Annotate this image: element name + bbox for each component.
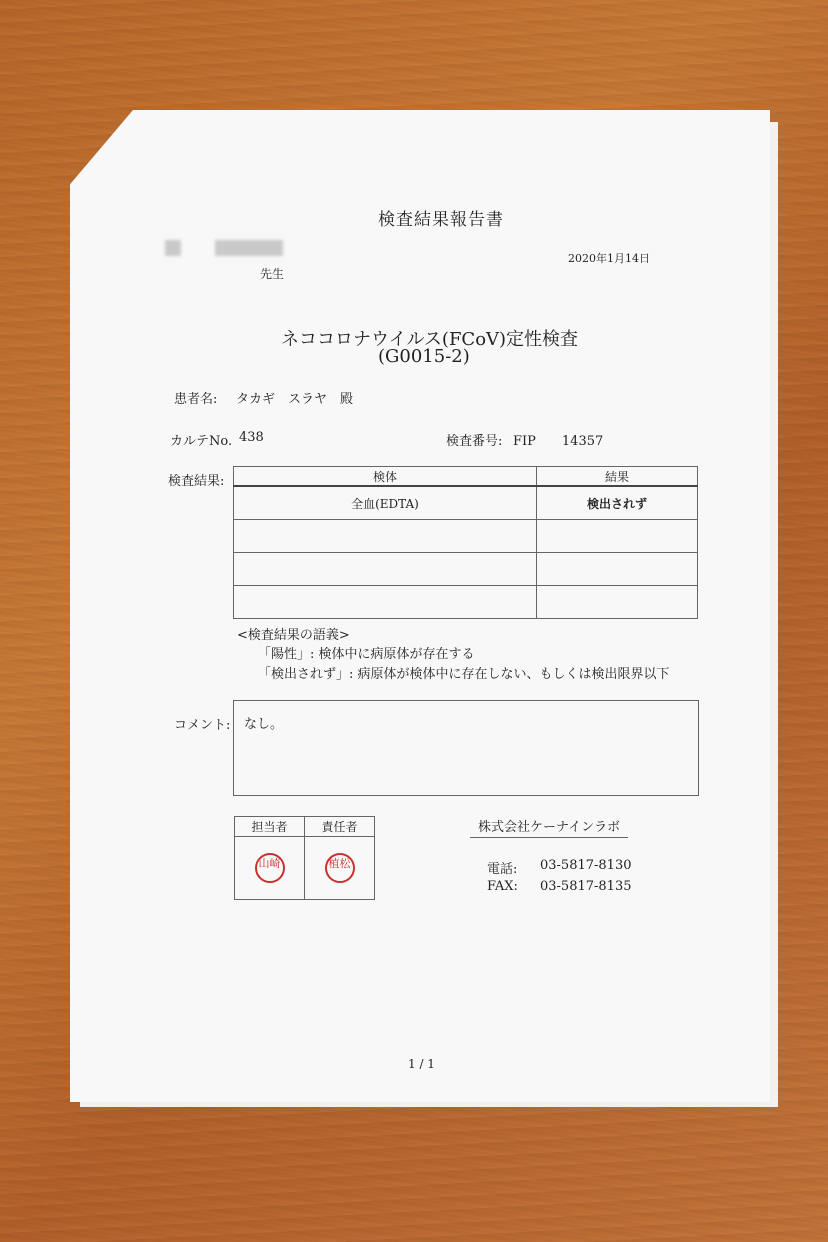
hanko-stamp: 植松 bbox=[325, 853, 355, 883]
supervisor-header: 責任者 bbox=[305, 817, 375, 837]
tel-label: 電話: bbox=[487, 862, 518, 877]
fax-label: FAX: bbox=[487, 879, 518, 894]
stamp-cell bbox=[305, 837, 375, 900]
comment-box bbox=[233, 700, 699, 796]
redacted-name-block bbox=[165, 240, 181, 256]
stamp-cell bbox=[235, 837, 305, 900]
company-name: 株式会社ケーナインラボ bbox=[470, 816, 628, 838]
specimen-cell bbox=[234, 553, 537, 586]
glossary-title: <検査結果の語義> bbox=[237, 628, 350, 643]
doctor-suffix: 先生 bbox=[260, 267, 285, 281]
table-row bbox=[234, 586, 698, 619]
patient-label: 患者名: bbox=[174, 392, 218, 407]
test-name: ネココロナウイルス(FCoV)定性検査 bbox=[281, 329, 579, 350]
comment-text: なし。 bbox=[244, 717, 284, 732]
report-title: 検査結果報告書 bbox=[378, 210, 504, 230]
column-header-specimen: 検体 bbox=[234, 467, 537, 487]
results-table bbox=[233, 466, 698, 619]
signature-header-row bbox=[235, 817, 375, 837]
exam-label: 検査番号: bbox=[446, 434, 503, 449]
comment-label: コメント: bbox=[174, 718, 231, 733]
test-code: (G0015-2) bbox=[378, 346, 470, 367]
result-cell: 検出されず bbox=[537, 486, 698, 520]
table-row bbox=[234, 520, 698, 553]
result-cell bbox=[537, 553, 698, 586]
patient-name: タカギ スラヤ 殿 bbox=[236, 392, 354, 407]
specimen-cell: 全血(EDTA) bbox=[234, 486, 537, 520]
table-row bbox=[234, 486, 698, 520]
signature-stamp-row bbox=[235, 837, 375, 900]
result-cell bbox=[537, 586, 698, 619]
specimen-cell bbox=[234, 520, 537, 553]
signature-table bbox=[234, 816, 375, 900]
glossary-line: 「陽性」: 検体中に病原体が存在する bbox=[258, 647, 475, 662]
results-label: 検査結果: bbox=[168, 474, 225, 489]
redacted-name-block bbox=[215, 240, 283, 256]
results-header-row bbox=[234, 467, 698, 487]
result-cell bbox=[537, 520, 698, 553]
fax-number: 03-5817-8135 bbox=[540, 879, 632, 894]
chart-number: 438 bbox=[239, 430, 264, 445]
table-row bbox=[234, 553, 698, 586]
exam-number: FIP 14357 bbox=[513, 434, 604, 449]
hanko-stamp: 山崎 bbox=[255, 853, 285, 883]
specimen-cell bbox=[234, 586, 537, 619]
report-date: 2020年1月14日 bbox=[568, 252, 650, 265]
chart-label: カルテNo. bbox=[170, 434, 233, 449]
page-number: 1 / 1 bbox=[408, 1057, 435, 1071]
tel-number: 03-5817-8130 bbox=[540, 858, 632, 873]
glossary-line: 「検出されず」: 病原体が検体中に存在しない、もしくは検出限界以下 bbox=[258, 667, 670, 682]
person-in-charge-header: 担当者 bbox=[235, 817, 305, 837]
column-header-result: 結果 bbox=[537, 467, 698, 487]
